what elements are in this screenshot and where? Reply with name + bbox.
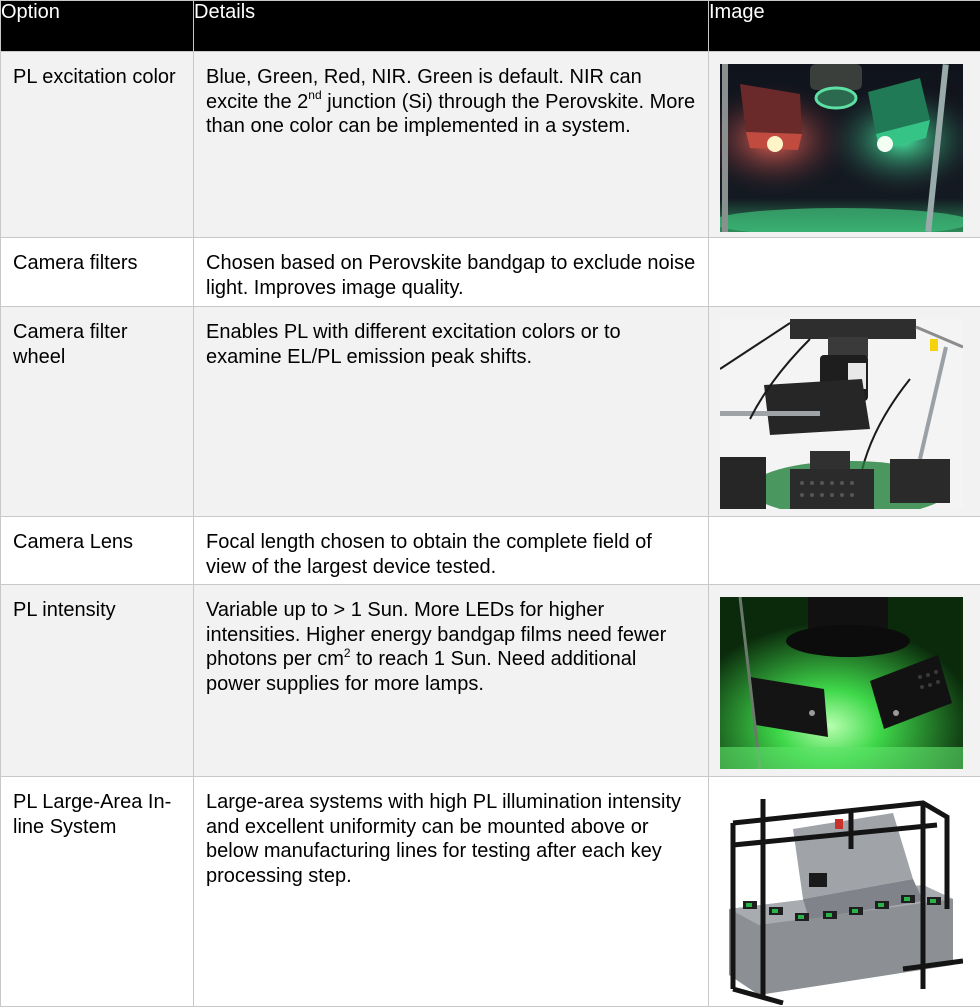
table-row: [1, 238, 980, 307]
table-row: [1, 585, 980, 777]
details-cell: [194, 585, 709, 777]
details-cell: Chosen based on Perovskite bandgap to exclude noise light. Improves image quality.: [194, 238, 709, 307]
header-image: Image: [709, 1, 980, 52]
details-text-cont: junction (Si) through the Perovskite. More than one color can be implemented in a system.: [206, 91, 695, 138]
image-cell: [709, 585, 980, 777]
header-option: Option: [1, 1, 194, 52]
table-row: [1, 52, 980, 238]
option-cell: PL Large-Area In-line System: [1, 777, 194, 1007]
image-cell: [709, 777, 980, 1007]
green-illumination-photo: [720, 597, 963, 769]
option-cell: PL excitation color: [1, 52, 194, 238]
details-cell: Enables PL with different excitation colors or to examine EL/PL emission peak shifts.: [194, 307, 709, 517]
details-superscript: 2: [344, 646, 351, 660]
details-superscript: nd: [308, 88, 321, 102]
table-row: [1, 307, 980, 517]
header-details: Details: [194, 1, 709, 52]
details-text: Blue, Green, Red, NIR. Green is default. NIR can excite the 2: [206, 66, 642, 113]
details-cell: [194, 52, 709, 238]
details-cell: Focal length chosen to obtain the complete field of view of the largest device tested.: [194, 517, 709, 585]
image-cell: [709, 307, 980, 517]
option-cell: Camera filter wheel: [1, 307, 194, 517]
image-cell: [709, 238, 980, 307]
option-cell: Camera Lens: [1, 517, 194, 585]
details-text: Variable up to > 1 Sun. More LEDs for higher intensities. Higher energy bandgap films need fewer photons per cm: [206, 599, 666, 670]
filter-wheel-photo: [720, 319, 963, 509]
header-row: [1, 1, 980, 52]
details-cell: Large-area systems with high PL illumination intensity and excellent uniformity can be mounted above or below manufacturing lines for testing after each key processing step.: [194, 777, 709, 1007]
image-cell: [709, 52, 980, 238]
option-cell: Camera filters: [1, 238, 194, 307]
table-row: [1, 517, 980, 585]
led-lamps-photo: [720, 64, 963, 232]
details-text-cont: to reach 1 Sun. Need additional power supplies for more lamps.: [206, 648, 636, 695]
inline-system-render: [723, 789, 963, 1005]
image-cell: [709, 517, 980, 585]
option-cell: PL intensity: [1, 585, 194, 777]
table-row: [1, 777, 980, 1007]
